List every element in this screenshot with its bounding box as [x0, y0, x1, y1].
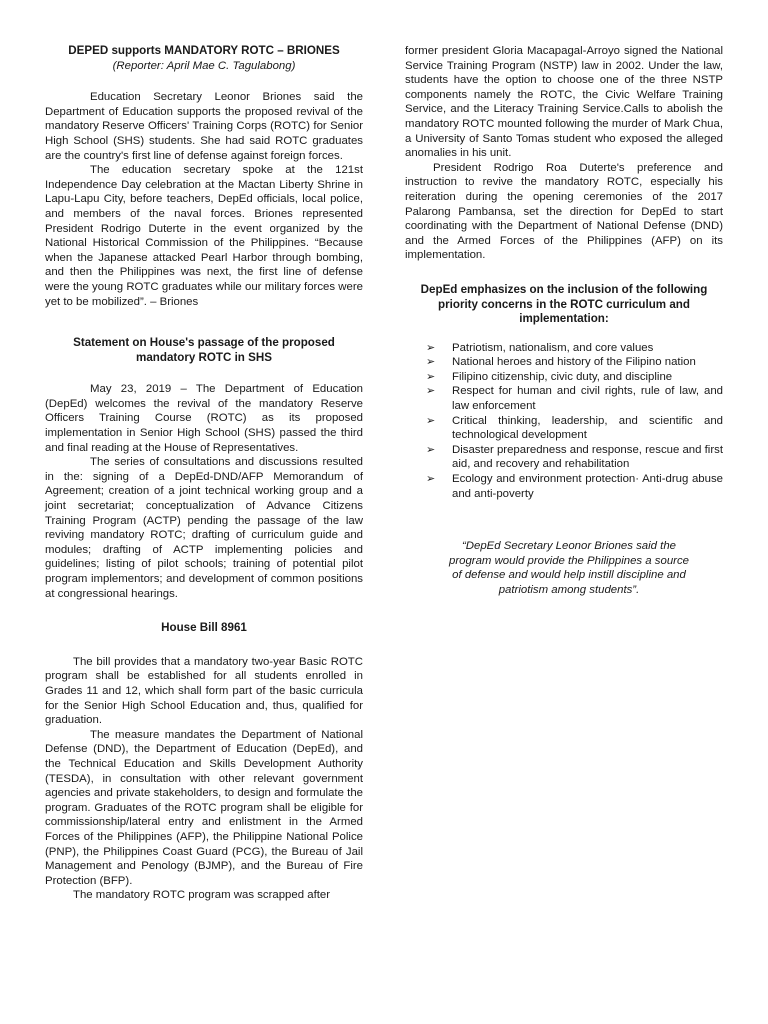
priority-item	[426, 472, 723, 501]
arrow-bullet-icon: ➢	[426, 385, 436, 398]
left-column	[45, 44, 363, 903]
priority-item-text: National heroes and history of the Filipino nation	[452, 356, 696, 369]
priority-item-text: Critical thinking, leadership, and scientific and technological development	[452, 414, 723, 442]
statement-paragraph: The series of consultations and discussions resulted in the: signing of a DepEd-DND/AFP Memorandum of Agreement; creation of a joint technical working group and a joint secretariat; conceptualization of Advance Citizens Training Program (ACTP) pending the passage of the law reviving mandatory ROTC; drafting of curriculum guide and modules; drafting of ACTP implementing policies and guidelines; listing of pilot schools; training of potential pilot program implementors; and development of common positions at congressional hearings.	[45, 456, 363, 600]
priority-item	[426, 370, 723, 385]
priority-item-text: Disaster preparedness and response, rescue and first aid, and recovery and rehabilitation	[452, 443, 723, 471]
priority-item	[426, 384, 723, 413]
priority-item	[426, 341, 723, 356]
bill-paragraph: The bill provides that a mandatory two-year Basic ROTC program shall be established for all students enrolled in Grades 11 and 12, which shall form part of the basic curricula for the Senior High School Education and, thus, qualified for graduation.	[45, 655, 363, 727]
statement-title: Statement on House's passage of the proposed mandatory ROTC in SHS	[73, 336, 335, 364]
arrow-bullet-icon: ➢	[426, 414, 436, 427]
statement-paragraph: May 23, 2019 – The Department of Education (DepEd) welcomes the revival of the mandatory Reserve Officers Training Course (ROTC) as its proposed implementation in Senior High School (SHS) passed the third and final reading at the House of Representatives.	[45, 383, 363, 454]
arrow-bullet-icon: ➢	[426, 443, 436, 456]
priority-item-text: Respect for human and civil rights, rule of law, and law enforcement	[452, 385, 723, 413]
priority-item	[426, 443, 723, 472]
continued-paragraph: President Rodrigo Roa Duterte's preference and instruction to revive the mandatory ROTC, especially his reiteration during the opening ceremonies of the 2017 Palarong Pambansa, set the direction for DepEd to start coordinating with the Department of National Defense (DND) and the Armed Forces of the Philippines (AFP) on its implementation.	[405, 161, 723, 262]
pull-quote: “DepEd Secretary Leonor Briones said the program would provide the Philippines a source of defense and would help instill discipline and patriotism among students”.	[449, 540, 689, 596]
right-column	[405, 44, 723, 598]
priority-item-text: Patriotism, nationalism, and core values	[452, 341, 654, 354]
priority-item	[426, 414, 723, 443]
priority-item	[426, 355, 723, 370]
article-title: DEPED supports MANDATORY ROTC – BRIONES	[68, 44, 340, 57]
arrow-bullet-icon: ➢	[426, 370, 436, 383]
arrow-bullet-icon: ➢	[426, 473, 436, 486]
arrow-bullet-icon: ➢	[426, 356, 436, 369]
priority-item-text: Filipino citizenship, civic duty, and discipline	[452, 370, 673, 383]
priority-list	[405, 341, 723, 502]
arrow-bullet-icon: ➢	[426, 341, 436, 354]
bill-paragraph: The measure mandates the Department of National Defense (DND), the Department of Education (DepEd), and the Technical Education and Skills Development Authority (TESDA), in consultation with other relevant government agencies and private stakeholders, to design and formulate the program. Graduates of the ROTC program shall be eligible for commissionship/lateral entry and enlistment in the Armed Forces of the Philippines (AFP), the Philippine National Police (PNP), the Philippines Coast Guard (PCG), the Bureau of Jail Management and Penology (BJMP), and the Bureau of Fire Protection (BFP).	[45, 728, 363, 887]
continued-paragraph: former president Gloria Macapagal-Arroyo signed the National Service Training Program (NSTP) law in 2002. Under the law, students have the option to choose one of the three NSTP components namely the ROTC, the Civic Welfare Training Service, and the Literacy Training Service.Calls to abolish the mandatory ROTC mounted following the murder of Mark Chua, a University of Santo Tomas student who exposed the alleged anomalies in his unit.	[405, 45, 723, 160]
article-paragraph: The education secretary spoke at the 121st Independence Day celebration at the Mactan Liberty Shrine in Lapu-Lapu City, before teachers, DepEd officials, local police, and members of the naval forces. Briones represented President Rodrigo Duterte in the event organized by the National Historical Commission of the Philippines. “Because when the Japanese attacked Pearl Harbor through bombing, and then the Philippines was next, the first line of defense were the young ROTC graduates while our military forces were yet to be mobilized”. – Briones	[45, 164, 363, 308]
priority-item-text: Ecology and environment protection· Anti-drug abuse and anti-poverty	[452, 473, 723, 500]
article-paragraph: Education Secretary Leonor Briones said the Department of Education supports the proposed revival of the mandatory Reserve Officers' Training Corps (ROTC) for Senior High School (SHS) students. She had said ROTC graduates are the country's first line of defense against foreign forces.	[45, 91, 363, 162]
bill-paragraph: The mandatory ROTC program was scrapped after	[73, 889, 331, 902]
reporter-byline: (Reporter: April Mae C. Tagulabong)	[112, 59, 296, 72]
priorities-title: DepEd emphasizes on the inclusion of the following priority concerns in the ROTC curriculum and implementation:	[420, 282, 708, 326]
bill-title: House Bill 8961	[161, 621, 247, 635]
